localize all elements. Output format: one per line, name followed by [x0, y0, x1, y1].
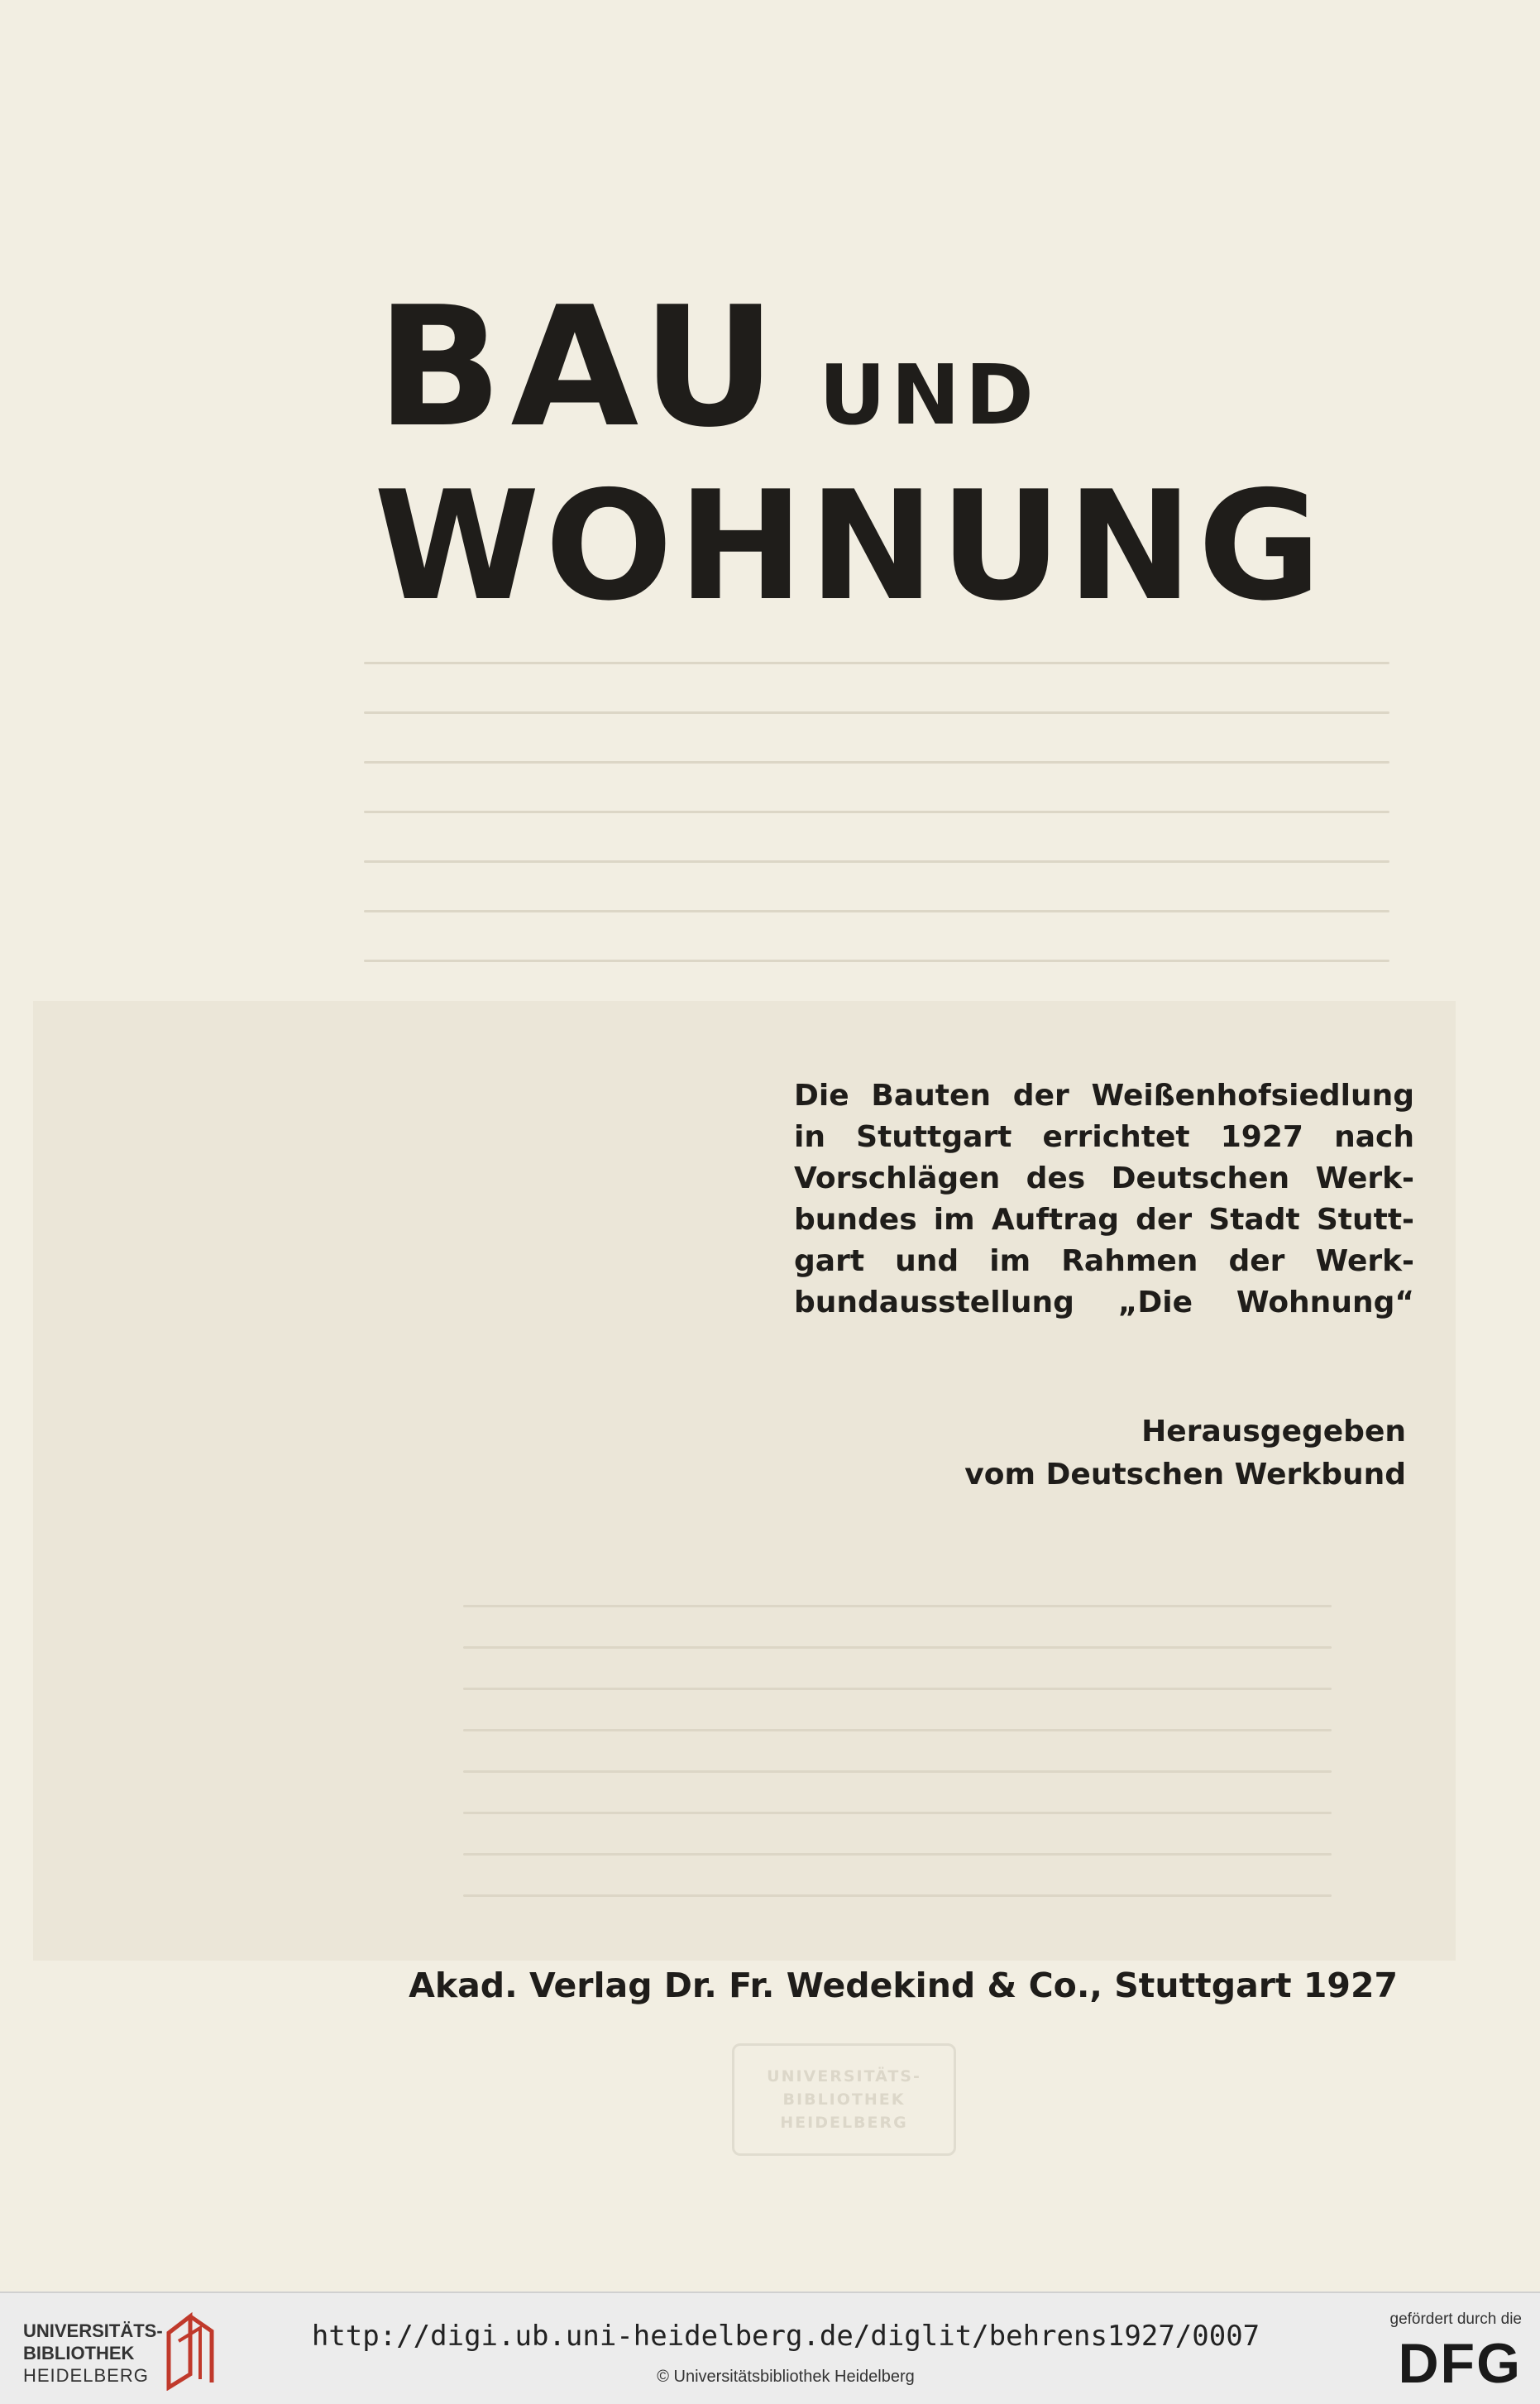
digitization-banner: [0, 2291, 1540, 2404]
description-line: Die Bauten der Weißenhofsiedlung: [794, 1079, 1414, 1113]
permalink-url[interactable]: http://digi.ub.uni-heidelberg.de/diglit/behrens1927/0007: [311, 2320, 1260, 2353]
show-through-line: [463, 1605, 1332, 1607]
publisher-line: Akad. Verlag Dr. Fr. Wedekind & Co., Stuttgart 1927: [409, 1966, 1398, 2005]
library-logo-icon[interactable]: [157, 2308, 223, 2391]
title-wohnung: WOHNUNG: [374, 458, 1327, 634]
library-name[interactable]: [23, 2320, 163, 2387]
show-through-line: [364, 662, 1389, 664]
show-through-line: [463, 1853, 1332, 1856]
show-through-line: [364, 960, 1389, 962]
show-through-line: [463, 1646, 1332, 1649]
library-name-line: BIBLIOTHEK: [23, 2343, 135, 2363]
title-und: UND: [819, 347, 1039, 443]
description-line: in Stuttgart errichtet 1927 nach: [794, 1120, 1414, 1154]
show-through-line: [463, 1688, 1332, 1690]
show-through-line: [364, 711, 1389, 714]
description-paragraph: [794, 1075, 1414, 1324]
description-line: bundes im Auftrag der Stadt Stutt-: [794, 1203, 1414, 1237]
show-through-line: [364, 811, 1389, 813]
show-through-line: [364, 860, 1389, 863]
description-line: bundausstellung „Die Wohnung“: [794, 1286, 1414, 1319]
dfg-logo[interactable]: DFG: [1398, 2332, 1522, 2395]
description-line: Vorschlägen des Deutschen Werk-: [794, 1161, 1414, 1195]
editor-line: vom Deutschen Werkbund: [964, 1458, 1406, 1492]
show-through-line: [463, 1770, 1332, 1773]
show-through-line: [463, 1812, 1332, 1814]
editor-line: Herausgegeben: [1141, 1415, 1406, 1449]
show-through-line: [463, 1894, 1332, 1897]
stamp-line: UNIVERSITÄTS-: [767, 2067, 921, 2086]
library-name-line: HEIDELBERG: [23, 2365, 149, 2386]
library-name-line: UNIVERSITÄTS-: [23, 2320, 163, 2341]
library-stamp: [732, 2043, 956, 2156]
description-line: gart und im Rahmen der Werk-: [794, 1244, 1414, 1278]
stamp-line: BIBLIOTHEK: [782, 2090, 906, 2109]
show-through-line: [364, 910, 1389, 912]
copyright-notice: © Universitätsbibliothek Heidelberg: [657, 2368, 915, 2386]
dfg-caption: gefördert durch die: [1389, 2311, 1522, 2328]
show-through-line: [364, 761, 1389, 764]
stamp-line: HEIDELBERG: [780, 2114, 908, 2132]
editor-credit: [794, 1410, 1406, 1497]
show-through-line: [463, 1729, 1332, 1731]
title-bau: BAU: [376, 271, 785, 464]
